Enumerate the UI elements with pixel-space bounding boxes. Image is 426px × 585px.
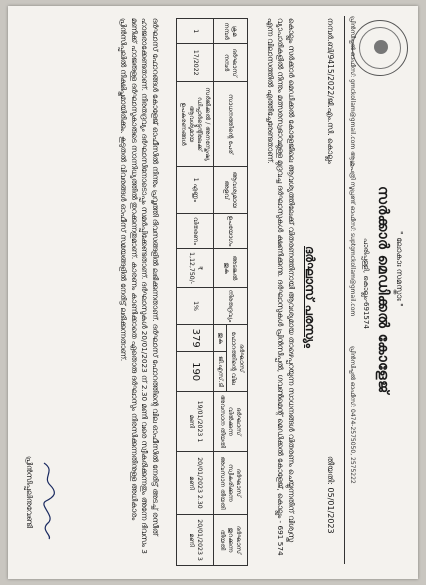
cell-receipt-last: 20/01/2023 2.30 മണി — [177, 451, 214, 514]
document-title: ദർഘാസ് പരസ്യം — [303, 246, 317, 348]
tender-table — [176, 18, 248, 566]
reference-number: നമ്പർ.ബി/9415/2022/ജി.എം.സി. കൊല്ലം — [326, 18, 335, 164]
cell-tender-no: 17/2022 — [177, 44, 214, 82]
signature-icon — [40, 461, 58, 541]
header-motto: " ലോകാഃ സമസ്താഃ " — [395, 231, 404, 307]
col-header-opening: ദർഘാസ് തുറക്കുന്ന തീയതി — [214, 515, 248, 566]
subheader-price: തുക — [214, 325, 227, 352]
emblem-center — [374, 40, 388, 54]
header-divider — [344, 16, 345, 564]
col-header-purpose: ഉപയോഗം — [214, 213, 248, 249]
cell-purpose: വിതരണം — [177, 213, 214, 249]
subheader-gst: ജി.എസ്.ടി — [214, 352, 227, 392]
cell-emd: 1% — [177, 287, 214, 324]
table-row — [177, 19, 214, 566]
body-paragraph: ദർഘാസ് ഫോറങ്ങൾ കോളേജ് ഓഫീസിൽ നിന്നും പ്രവൃത്തി ദിവസങ്ങളിൽ ലഭിക്കുന്നതാണ്. ദർഘാസ് ഫോറത്തിന്റെ വില ഓഫീസിൽ നേരിട്ട് അടച്ച് രസീത് ഹാജരാക്കേണ്ടതാണ്. നിരതദ്രവ്യം ദർഘാസിനോടൊപ്പം സമർപ്പിക്കേണ്ടതാണ്. ദർഘാസുകൾ 20/01/2023 ന് 2.30 മണി വരെ സ്വീകരിക്കുന്നതും അന്നേ ദിവസം 3 മണിക്ക് ഹാജരുള്ള ദർഘാസുകാരുടെ സാന്നിധ്യത്തിൽ തുറക്കുന്നതുമാണ്. കാരണം കാണിക്കാതെ ഏതൊരു ദർഘാസും നിരസിക്കുന്നതിനുള്ള അധികാരം പ്രിൻസിപ്പലിൽ നിക്ഷിപ്തമായിരിക്കും. കൂടുതൽ വിവരങ്ങൾ ഓഫീസ് സമയങ്ങളിൽ നേരിട്ട് ലഭിക്കുന്നതാണ്. — [119, 18, 160, 554]
cell-form-price: 379 — [177, 325, 214, 352]
signature-designation: പ്രിൻസിപ്പലിനുവേണ്ടി — [25, 456, 34, 529]
col-header-item: സാധനത്തിന്റെ പേര് — [214, 82, 248, 167]
document-date: തീയതി: 05/01/2023 — [326, 456, 335, 534]
rotated-content — [8, 6, 418, 579]
col-header-quantity: ആവശ്യമായ അളവ് — [214, 167, 248, 214]
col-header-sl: ക്രമ നമ്പർ — [214, 19, 248, 44]
cell-form-gst: 190 — [177, 352, 214, 392]
contact-phone: പ്രിൻസിപ്പൽ ഓഫീസ്: 0474-2575050, 2575222 — [349, 346, 356, 484]
cell-quantity: 1 എണ്ണം — [177, 167, 214, 214]
col-header-receipt-last: ദർഘാസ് സ്വീകരിക്കുന്ന അവസാന തീയതി — [214, 451, 248, 514]
col-header-emd: നിരതദ്രവ്യം — [214, 287, 248, 324]
col-header-sale-last: ദർഘാസ് വിൽക്കുന്ന അവസാന തീയതി — [214, 392, 248, 452]
contact-emails: പ്രിൻസിപ്പൽ ഓഫീസ്: gmckollam@gmail.com ആശുപത്രി സൂപ്രണ്ട് ഓഫീസ്: suptgmckollam@gmail.com — [349, 16, 356, 317]
intro-paragraph: കൊല്ലം സർക്കാർ മെഡിക്കൽ കോളേജിലെ ആവശ്യത്തിലേക്ക് വിതരണത്തിനായി ആവശ്യമായ താഴെപ്പറയുന്ന സാധനങ്ങൾ വിതരണം ചെയ്യുന്നതിന് വിശ്വസ്ത വ്യാപാരികളിൽ നിന്നും മത്സരസ്വഭാവമുള്ള മുദ്രവച്ച ദർഘാസുകൾ ക്ഷണിക്കുന്നു. ദർഘാസുകൾ പ്രിൻസിപ്പൽ, ഗവൺമെന്റ് മെഡിക്കൽ കോളേജ്, കൊല്ലം - 691 574 എന്ന വിലാസത്തിൽ എത്തിച്ചേരേണ്ടതാണ്. — [266, 18, 296, 556]
table-header-row — [227, 19, 248, 566]
cell-opening: 20/01/2023 3 മണി — [177, 515, 214, 566]
college-address: പാരിപ്പള്ളി, കൊല്ലം-691574 — [362, 238, 370, 329]
col-header-tender-no: ദർഘാസ് നമ്പർ — [214, 44, 248, 82]
col-header-form-price: ദർഘാസ് ഫോറത്തിന്റെ വില — [227, 325, 248, 392]
cell-sl: 1 — [177, 19, 214, 44]
document-page — [8, 6, 418, 579]
cell-sale-last: 19/01/2023 1 മണി — [177, 392, 214, 452]
college-name: സർക്കാർ മെഡിക്കൽ കോളേജ് — [375, 186, 391, 394]
cell-item: സർജിക്കൽ / അനസ്തേഷ്യ ഡിപ്പാർട്ട്മെന്റിലേക്ക് ആവശ്യമായ ഉപകരണങ്ങൾ — [177, 82, 214, 167]
cell-amount: ₹ 1,12,750/- — [177, 249, 214, 287]
col-header-amount: അടങ്കൽ തുക — [214, 249, 248, 287]
